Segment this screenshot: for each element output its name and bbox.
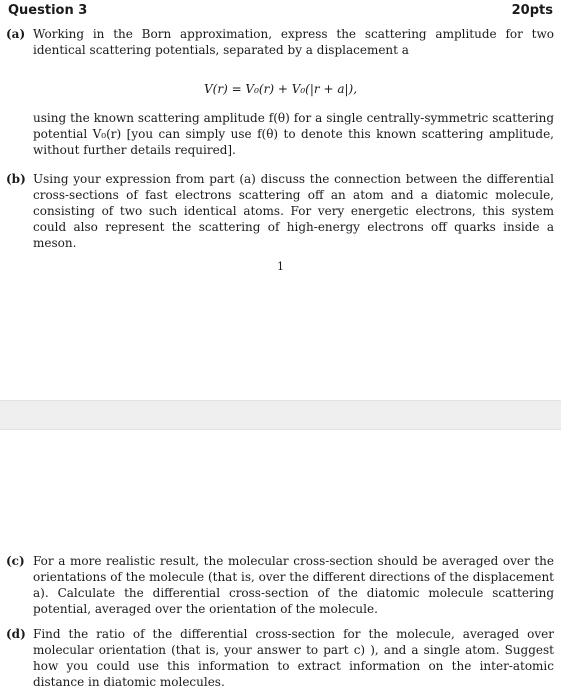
part-d	[6, 626, 554, 690]
part-a-text: using the known scattering amplitude f(θ) for a single centrally-symmetric scattering potential V₀(r) [you can simply use f(θ) to denote this known scattering amplitude, without further details required].	[33, 111, 554, 157]
part-d-letter: (d)	[6, 627, 26, 641]
page-number: 1	[277, 260, 284, 273]
question-points: 20pts	[511, 3, 553, 18]
part-b	[6, 171, 554, 251]
page-2	[0, 430, 561, 700]
question-header	[8, 3, 553, 21]
part-d-text: Find the ratio of the differential cross-section for the molecule, averaged over molecular orientation (that is, your answer to part c) ), and a single atom. Suggest how you could use this information to extract information on the inter-atomic distance in diatomic molecules.	[33, 627, 554, 689]
part-c-letter: (c)	[6, 554, 25, 568]
potential-equation: V(r) = V₀(r) + V₀(|r + a|),	[203, 82, 358, 96]
part-b-letter: (b)	[6, 172, 26, 186]
page-separator	[0, 400, 561, 430]
question-title: Question 3	[8, 3, 88, 18]
part-a-continued	[6, 110, 554, 158]
part-c-text: For a more realistic result, the molecular cross-section should be averaged over the orientations of the molecule (that is, over the different directions of the displacement a). Calculate the differential cross-section of the diatomic molecule scattering potential, averaged over the orientation of the molecule.	[33, 554, 554, 616]
part-a-letter: (a)	[6, 27, 26, 41]
part-a-intro: Working in the Born approximation, express the scattering amplitude for two identical scattering potentials, separated by a displacement a	[33, 27, 554, 57]
part-a	[6, 26, 554, 58]
part-b-text: Using your expression from part (a) discuss the connection between the differential cross-sections of fast electrons scattering off an atom and a diatomic molecule, consisting of two such identical atoms. For very energetic electrons, this system could also represent the scattering of high-energy electrons off quarks inside a meson.	[33, 172, 554, 250]
part-c	[6, 553, 554, 617]
